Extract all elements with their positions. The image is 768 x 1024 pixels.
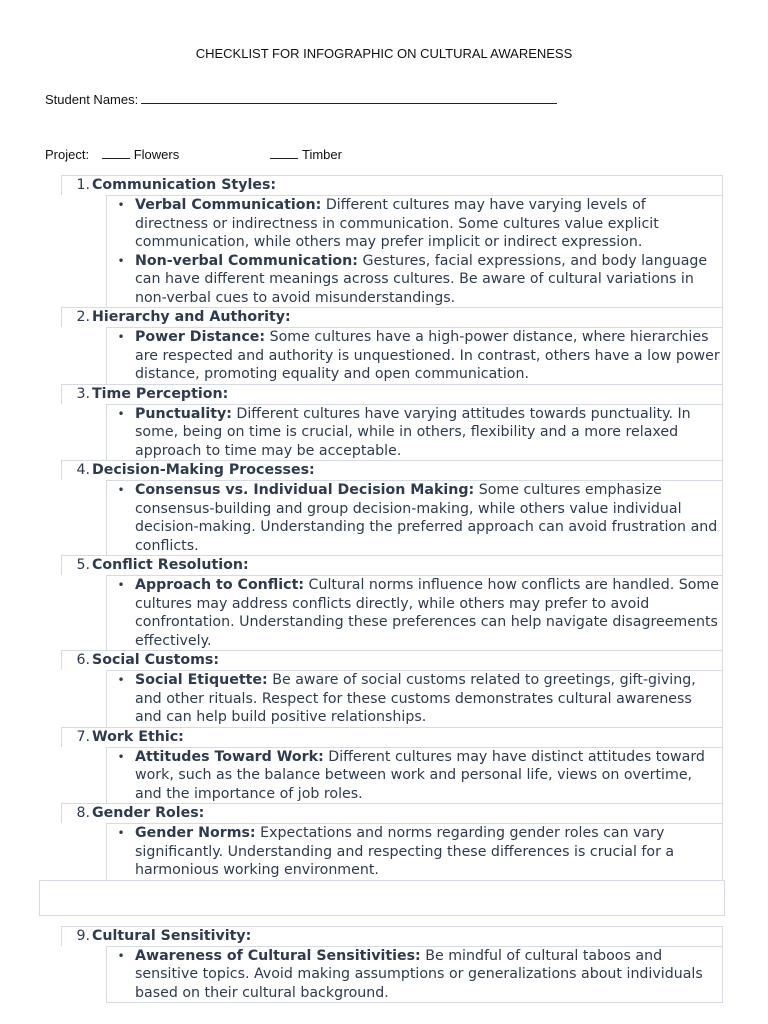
list-item <box>107 824 722 880</box>
checklist-section <box>61 307 723 384</box>
bullet-icon: • <box>117 483 125 497</box>
list-item <box>107 481 722 555</box>
section-heading <box>61 803 723 823</box>
item-term: Punctuality: <box>135 405 232 422</box>
section-items <box>106 327 723 384</box>
item-term: Social Etiquette: <box>135 672 268 688</box>
section-items <box>106 747 723 804</box>
list-item <box>107 671 722 727</box>
checklist-section <box>61 803 723 880</box>
section-title: Conflict Resolution: <box>92 557 249 574</box>
section-heading <box>61 555 723 575</box>
item-text: Different cultures have varying attitudes towards punctuality. In some, being on time is crucial, while in others, flexibility and a more relaxed approach to time may be acceptable. <box>135 405 691 459</box>
section-heading <box>61 384 723 404</box>
list-item <box>107 748 722 804</box>
checklist-section <box>61 727 723 804</box>
section-items <box>106 480 723 555</box>
section-heading <box>61 926 723 946</box>
bullet-icon: • <box>117 406 125 421</box>
item-term: Consensus vs. Individual Decision Making: <box>135 482 475 498</box>
bullet-icon: • <box>117 578 125 592</box>
item-text: Different cultures may have distinct attitudes toward work, such as the balance between work and personal life, views on overtime, and the importance of job roles. <box>135 748 705 802</box>
list-item <box>107 196 722 252</box>
bullet-icon: • <box>117 330 125 344</box>
section-title: Hierarchy and Authority: <box>92 309 291 326</box>
project-option-label: Flowers <box>133 147 180 162</box>
bullet-icon: • <box>117 253 125 268</box>
empty-row <box>39 880 725 916</box>
bullet-icon: • <box>117 948 125 963</box>
list-item <box>107 328 722 384</box>
section-title: Communication Styles: <box>92 177 277 194</box>
section-items <box>106 946 723 1004</box>
student-names-row <box>45 91 557 107</box>
item-text: Expectations and norms regarding gender roles can vary significantly. Understanding and respecting these differences is crucial for a harmonious working environment. <box>135 825 675 878</box>
section-items <box>106 195 723 307</box>
section-number: 3. <box>76 385 90 402</box>
item-text: Gestures, facial expressions, and body language can have different meanings across cultures. Be aware of cultural variations in non-verbal cues to avoid misunderstandings. <box>135 252 708 306</box>
spacer <box>61 916 723 926</box>
item-term: Attitudes Toward Work: <box>135 748 324 765</box>
bullet-icon: • <box>117 749 125 764</box>
list-item <box>107 947 722 1003</box>
item-term: Non-verbal Communication: <box>135 252 358 269</box>
section-number: 1. <box>76 177 90 194</box>
item-term: Verbal Communication: <box>135 197 322 213</box>
checklist <box>61 175 723 1003</box>
section-number: 4. <box>76 462 90 479</box>
student-names-label: Student Names: <box>45 92 139 107</box>
checklist-section <box>61 555 723 650</box>
section-items <box>106 823 723 880</box>
section-heading <box>61 175 723 195</box>
item-text: Different cultures may have varying levels of directness or indirectness in communication. Some cultures value explicit communication, while others may prefer implicit or indirect expression. <box>135 197 659 250</box>
section-number: 6. <box>76 652 90 669</box>
section-items <box>106 575 723 650</box>
project-row <box>45 147 342 162</box>
item-term: Power Distance: <box>135 329 266 345</box>
item-text: Some cultures have a high-power distance, where hierarchies are respected and authority is unquestioned. In contrast, others have a low power distance, promoting equality and open communication. <box>135 329 720 382</box>
project-label: Project: <box>45 147 90 162</box>
checklist-section <box>61 650 723 727</box>
section-heading <box>61 727 723 747</box>
section-heading <box>61 460 723 480</box>
section-heading <box>61 650 723 670</box>
item-text: Some cultures emphasize consensus-building and group decision-making, while others value individual decision-making. Understanding the preferred approach can avoid frustration and conflicts. <box>135 482 718 554</box>
section-title: Work Ethic: <box>92 728 184 745</box>
section-number: 9. <box>76 927 90 944</box>
flowers-checkbox-blank[interactable] <box>102 147 130 159</box>
project-option-timber[interactable] <box>270 147 342 162</box>
list-item <box>107 405 722 461</box>
section-title: Social Customs: <box>92 652 220 669</box>
section-number: 5. <box>76 557 90 574</box>
bullet-icon: • <box>117 198 125 212</box>
item-term: Gender Norms: <box>135 825 256 841</box>
item-text: Cultural norms influence how conflicts are handled. Some cultures may address conflicts directly, while others may prefer to avoid confrontation. Understanding these preferences can help navigate disagreements effectively. <box>135 577 719 649</box>
section-number: 8. <box>76 805 90 822</box>
section-items <box>106 404 723 461</box>
section-title: Time Perception: <box>92 385 229 402</box>
section-heading <box>61 307 723 327</box>
checklist-section <box>61 384 723 461</box>
item-text: Be aware of social customs related to greetings, gift-giving, and other rituals. Respect for these customs demonstrates cultural awareness and can help build positive relationships. <box>135 672 696 725</box>
student-names-blank[interactable] <box>141 91 557 104</box>
list-item <box>107 252 722 308</box>
section-number: 2. <box>76 309 90 326</box>
checklist-section <box>61 460 723 555</box>
checklist-section <box>61 175 723 307</box>
timber-checkbox-blank[interactable] <box>270 147 298 159</box>
project-option-flowers[interactable] <box>93 147 180 162</box>
section-number: 7. <box>76 728 90 745</box>
bullet-icon: • <box>117 826 125 840</box>
section-title: Cultural Sensitivity: <box>92 927 252 944</box>
item-text: Be mindful of cultural taboos and sensitive topics. Avoid making assumptions or generalizations about individuals based on their cultural background. <box>135 947 703 1001</box>
checklist-section <box>61 926 723 1004</box>
section-title: Decision-Making Processes: <box>92 462 315 479</box>
item-term: Awareness of Cultural Sensitivities: <box>135 947 421 964</box>
section-title: Gender Roles: <box>92 805 205 822</box>
item-term: Approach to Conflict: <box>135 577 305 593</box>
list-item <box>107 576 722 650</box>
document-title: CHECKLIST FOR INFOGRAPHIC ON CULTURAL AWARENESS <box>195 46 573 61</box>
section-items <box>106 670 723 727</box>
project-option-label: Timber <box>302 147 342 162</box>
bullet-icon: • <box>117 673 125 687</box>
